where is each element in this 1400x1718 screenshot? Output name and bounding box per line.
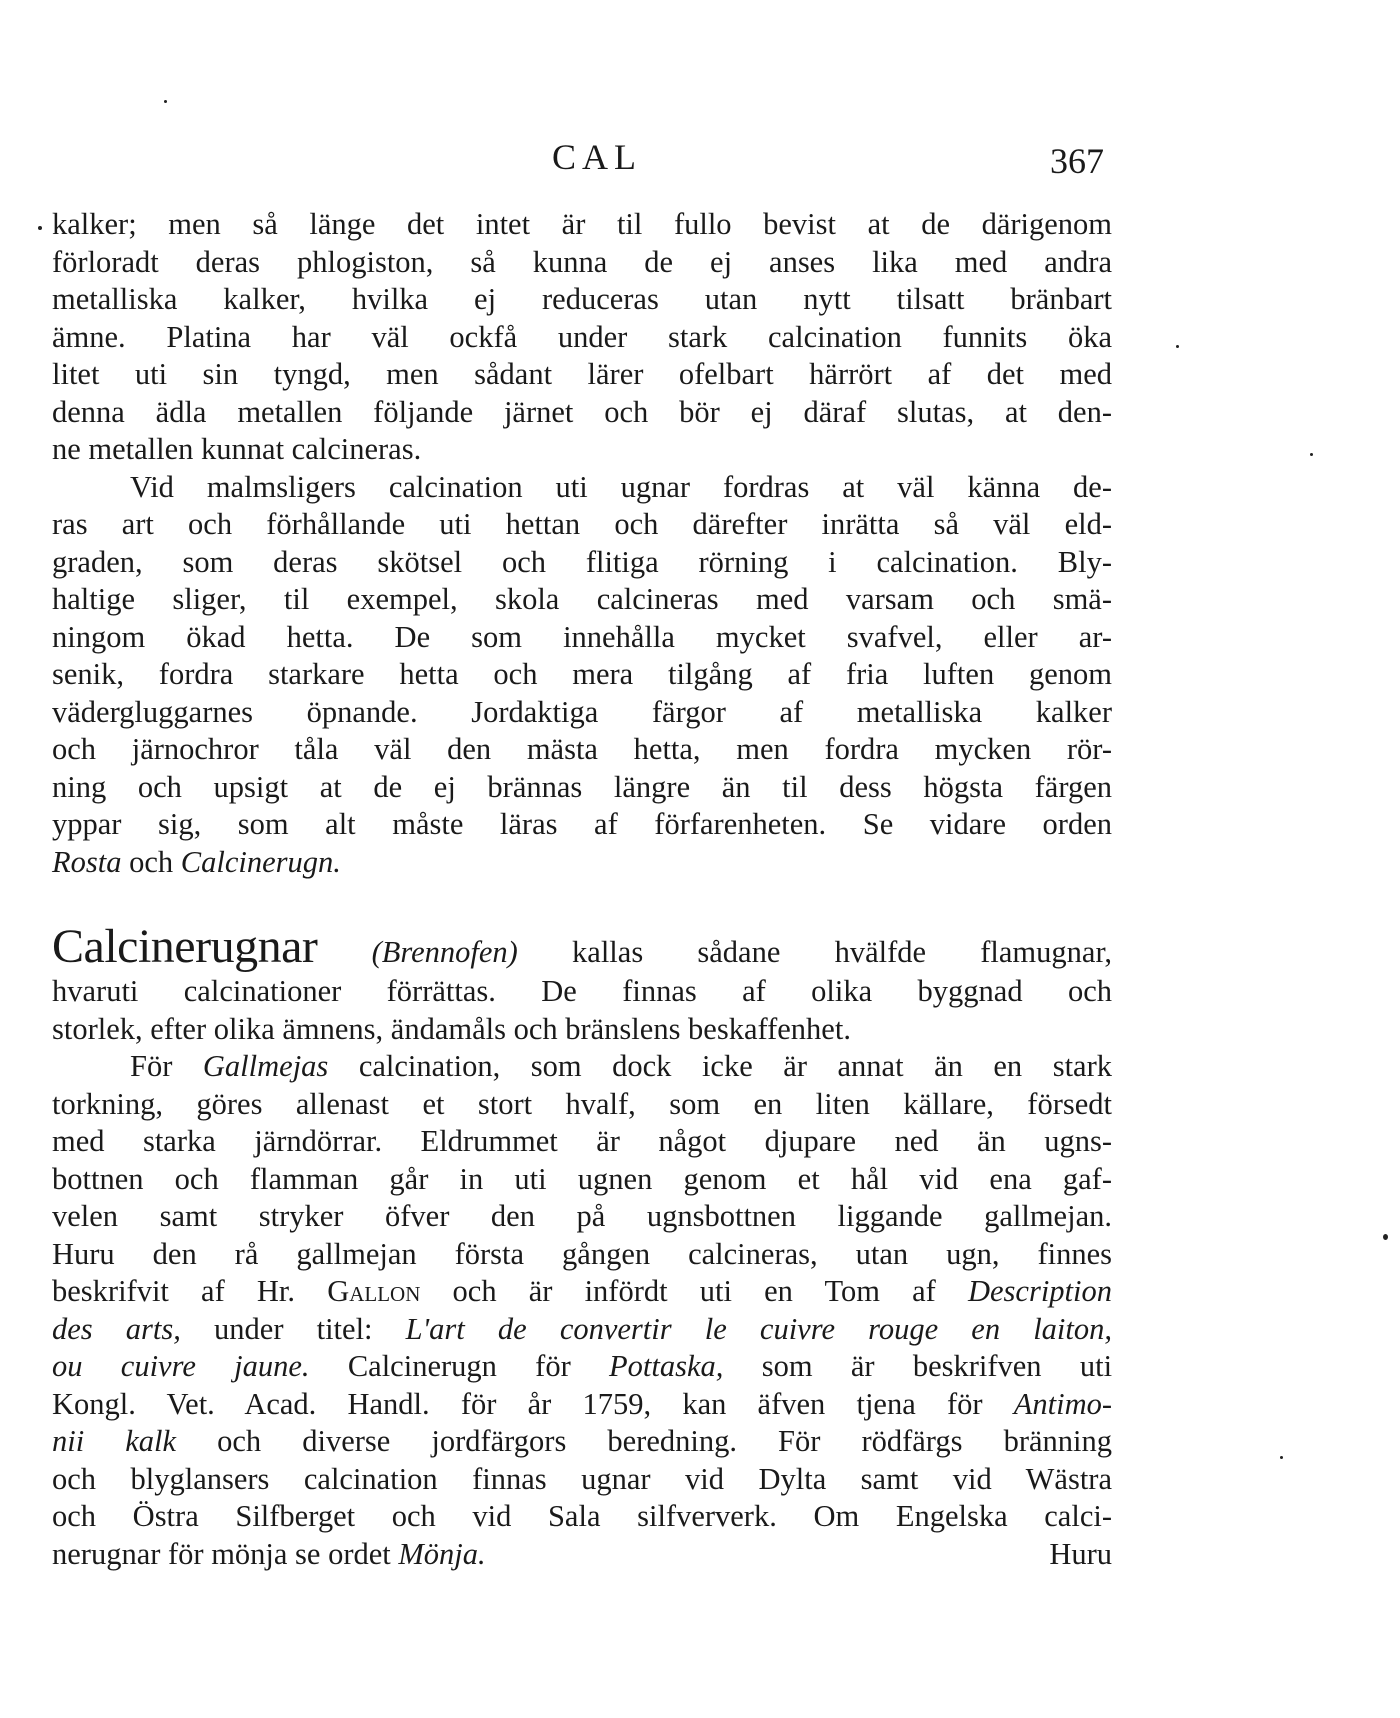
entry-gloss: (Brennofen) xyxy=(371,935,518,969)
text-line: ning och upsigt at de ej brännas längre än til dess högsta färgen xyxy=(52,769,1112,804)
text-line: med starka järndörrar. Eldrummet är något djupare ned än ugns- xyxy=(52,1124,1112,1158)
text-line xyxy=(52,1423,1112,1461)
italic-term: Gallmejas xyxy=(202,1049,329,1083)
print-speck xyxy=(164,100,167,103)
entry-headword: Calcinerugnar xyxy=(52,920,318,973)
body-text xyxy=(52,206,1112,1573)
text-line: litet uti sin tyngd, men sådant lärer ofelbart härrört af det med xyxy=(52,357,1112,391)
print-speck xyxy=(38,226,42,230)
italic-title: ou cuivre jaune. xyxy=(52,1349,310,1383)
running-head xyxy=(0,136,1400,186)
text-line xyxy=(52,1273,1112,1311)
catchword: Huru xyxy=(1049,1536,1112,1571)
text-line: denna ädla metallen följande järnet och bör ej däraf slutas, at den- xyxy=(52,394,1112,429)
print-speck xyxy=(1310,453,1313,456)
print-speck xyxy=(1176,345,1179,348)
text-line: Huru den rå gallmejan första gången calcineras, utan ugn, finnes xyxy=(52,1236,1112,1271)
entry-gap xyxy=(52,881,1112,921)
text-line: haltige sliger, til exempel, skola calcineras med varsam och smä- xyxy=(52,582,1112,616)
text-line: och blyglansers calcination finnas ugnar vid Dylta samt vid Wästra xyxy=(52,1461,1112,1496)
text-line: torkning, göres allenast et stort hvalf, som en liten källare, försedt xyxy=(52,1086,1112,1121)
entry-first-line xyxy=(52,921,1112,973)
text-line: velen samt stryker öfver den på ugnsbottnen liggande gallmejan. xyxy=(52,1199,1112,1233)
text-line: storlek, efter olika ämnens, ändamåls och bränslens beskaffenhet. xyxy=(52,1011,851,1046)
text-span: Kongl. Vet. Acad. Handl. för år 1759, kan äfven tjena för xyxy=(52,1386,983,1421)
text-span: som är beskrifven uti xyxy=(761,1349,1113,1383)
italic-term: nii kalk xyxy=(52,1424,177,1458)
text-line: bottnen och flamman går in uti ugnen genom et hål vid ena gaf- xyxy=(52,1161,1112,1196)
text-line: och Östra Silfberget och vid Sala silfververk. Om Engelska calci- xyxy=(52,1499,1112,1533)
italic-term: Antimo- xyxy=(1013,1386,1112,1421)
text-span: och är infördt uti en Tom af xyxy=(452,1274,936,1308)
italic-term: Pottaska, xyxy=(609,1349,724,1383)
italic-title: des arts, xyxy=(52,1311,181,1346)
text-span: och diverse jordfärgors beredning. För rödfärgs bränning xyxy=(217,1424,1113,1458)
running-head-title: CAL xyxy=(552,137,642,177)
text-line: Vid malmsligers calcination uti ugnar fordras at väl känna de- xyxy=(130,469,1112,504)
text-line: hvaruti calcinationer förrättas. De finnas af olika byggnad och xyxy=(52,974,1112,1008)
text-span: Calcinerugn för xyxy=(347,1349,571,1383)
text-line: och järnochror tåla väl den mästa hetta, men fordra mycken rör- xyxy=(52,732,1112,766)
text-line: vädergluggarnes öpnande. Jordaktiga färgor af metalliska kalker xyxy=(52,694,1112,729)
text-line: kalker; men så länge det intet är til fullo bevist at de därigenom xyxy=(52,207,1112,241)
text-span: under titel: xyxy=(214,1311,373,1346)
conjunction: och xyxy=(129,844,174,879)
text-line xyxy=(52,1048,1112,1086)
text-line: yppar sig, som alt måste läras af förfarenheten. Se vidare orden xyxy=(52,807,1112,841)
entry-definition-start: kallas sådane hvälfde flamugnar, xyxy=(572,935,1113,969)
text-line: senik, fordra starkare hetta och mera tilgång af fria luften genom xyxy=(52,657,1112,691)
italic-title: L'art de convertir le cuivre rouge en laiton, xyxy=(405,1311,1113,1346)
author-name: Gallon xyxy=(327,1274,421,1308)
cross-reference: Rosta xyxy=(52,844,122,879)
text-span: För xyxy=(130,1049,173,1083)
page-number: 367 xyxy=(1050,141,1104,181)
text-line xyxy=(52,1536,1112,1574)
text-line: graden, som deras skötsel och flitiga rörning i calcination. Bly- xyxy=(52,544,1112,579)
text-span: nerugnar för mönja se ordet xyxy=(52,1536,391,1571)
text-line: metalliska kalker, hvilka ej reduceras utan nytt tilsatt bränbart xyxy=(52,282,1112,316)
text-line: ningom ökad hetta. De som innehålla mycket svafvel, eller ar- xyxy=(52,619,1112,654)
text-line xyxy=(52,1386,1112,1424)
text-line xyxy=(52,1311,1112,1349)
print-speck xyxy=(1280,1456,1283,1459)
cross-reference: Mönja. xyxy=(398,1536,486,1571)
text-span: calcination, som dock icke är annat än en stark xyxy=(358,1049,1112,1083)
cross-reference: Calcinerugn. xyxy=(180,844,341,879)
text-line xyxy=(52,844,1112,882)
text-line: förloradt deras phlogiston, så kunna de ej anses lika med andra xyxy=(52,244,1112,279)
text-line: ras art och förhållande uti hettan och därefter inrätta så väl eld- xyxy=(52,507,1112,541)
italic-title: Description xyxy=(967,1274,1112,1308)
text-line xyxy=(52,1348,1112,1386)
print-speck xyxy=(1383,1234,1388,1240)
text-line: ämne. Platina har väl ockfå under stark calcination funnits öka xyxy=(52,319,1112,354)
text-span: beskrifvit af Hr. xyxy=(52,1274,296,1308)
text-line: ne metallen kunnat calcineras. xyxy=(52,432,422,466)
